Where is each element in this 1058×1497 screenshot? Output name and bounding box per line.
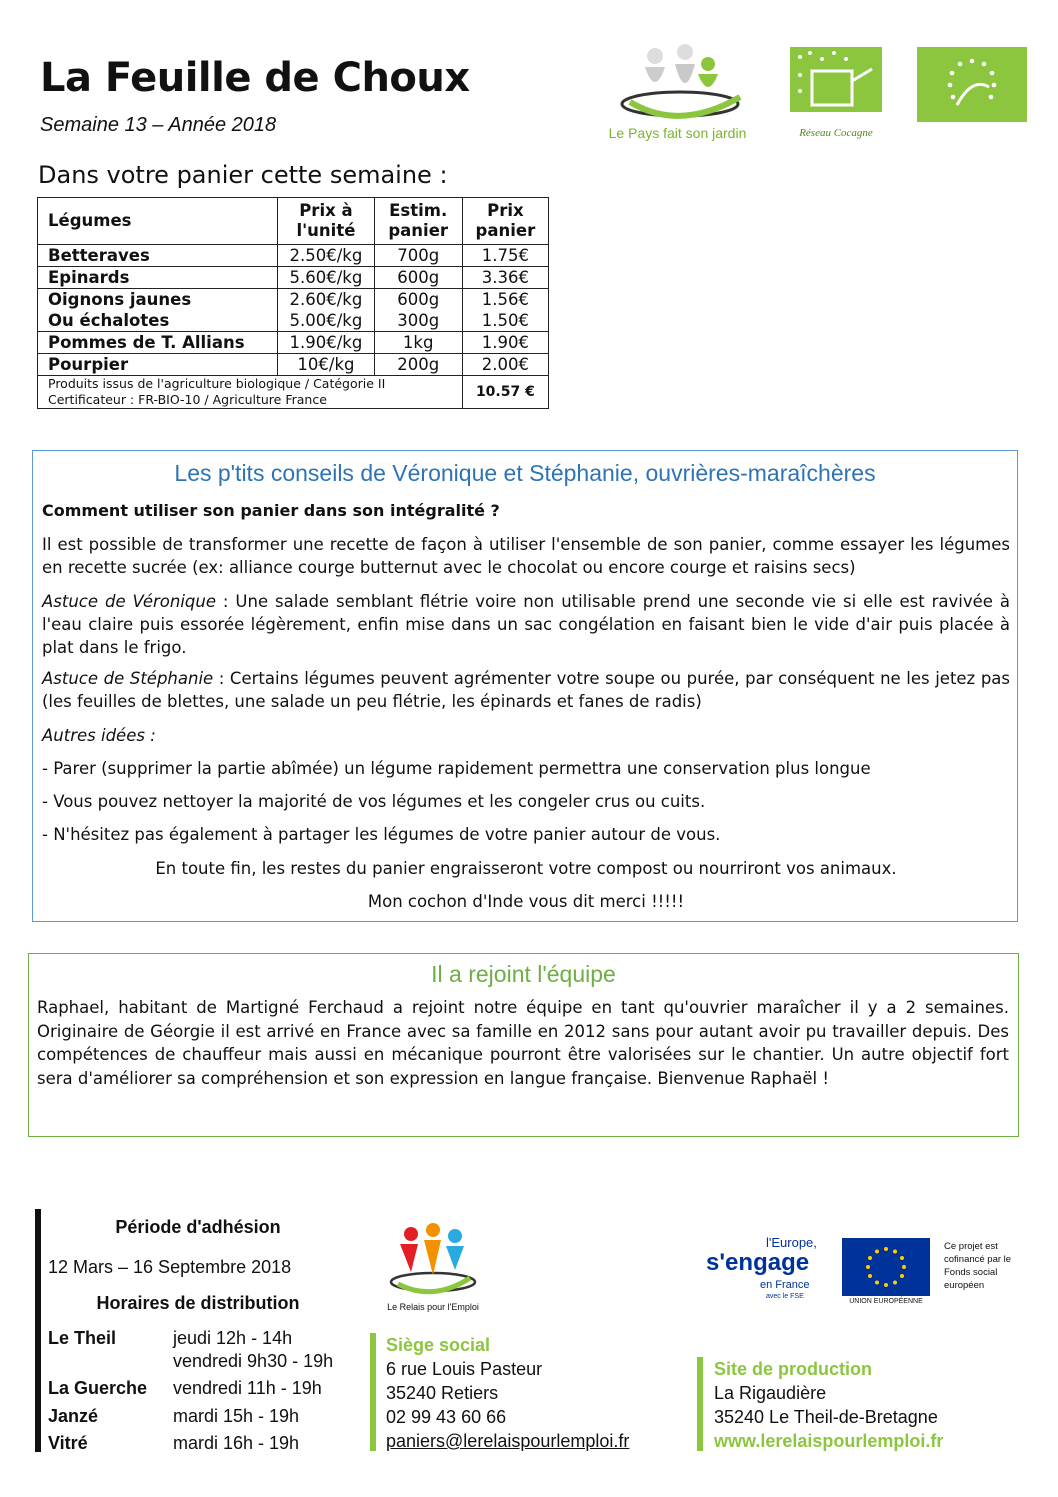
certification-line2: Certificateur : FR-BIO-10 / Agriculture France xyxy=(48,392,327,407)
equipe-box xyxy=(28,953,1019,1137)
row-price: 1.50€ xyxy=(462,310,548,332)
schedule-times: mardi 15h - 19h xyxy=(173,1406,300,1426)
col-header-unit-price xyxy=(278,198,374,245)
equipe-heading: Il a rejoint l'équipe xyxy=(431,961,616,987)
table-row xyxy=(38,354,549,376)
astuce-stephanie-label: Astuce de Stéphanie xyxy=(42,669,214,688)
adhesion-dates: 12 Mars – 16 Septembre 2018 xyxy=(48,1257,292,1277)
schedule-row xyxy=(48,1378,322,1399)
reseau-cocagne-caption: Réseau Cocagne xyxy=(799,127,873,139)
table-header-row xyxy=(38,198,549,245)
row-unit-price: 2.50€/kg xyxy=(278,245,374,267)
astuce-veronique-label: Astuce de Véronique xyxy=(42,592,216,611)
conseils-box xyxy=(32,450,1018,922)
row-price: 1.90€ xyxy=(462,332,548,354)
row-unit-price: 1.90€/kg xyxy=(278,332,374,354)
schedule-town: Vitré xyxy=(48,1433,88,1453)
schedule-town: Le Theil xyxy=(48,1328,117,1348)
col-header-unit-price-l1: Prix à xyxy=(299,201,353,220)
siege-title: Siège social xyxy=(386,1335,491,1355)
schedule-town: La Guerche xyxy=(48,1378,148,1398)
horaires-title: Horaires de distribution xyxy=(96,1293,300,1313)
idea-item: - N'hésitez pas également à partager les légumes de votre panier autour de vous. xyxy=(42,825,721,844)
closing-thanks: Mon cochon d'Inde vous dit merci !!!!! xyxy=(367,892,685,911)
production-place: La Rigaudière xyxy=(714,1383,827,1403)
astuce-stephanie-text: : Certains légumes peuvent agrémenter votre soupe ou purée, par conséquent ne les jetez pas (les feuilles de blettes, une salade un peu flétrie, les épinards et fanes de radis) xyxy=(42,669,1010,711)
reseau-cocagne-logo xyxy=(790,47,882,147)
europe-logo-l1: l'Europe, xyxy=(766,1235,817,1250)
table-row xyxy=(38,289,549,311)
production-title: Site de production xyxy=(714,1359,873,1379)
table-row xyxy=(38,267,549,289)
col-header-legumes: Légumes xyxy=(38,198,278,245)
conseils-heading: Les p'tits conseils de Véronique et Stéphanie, ouvrières-maraîchères xyxy=(174,460,876,486)
eu-flag-logo xyxy=(842,1238,930,1310)
pays-jardin-caption: Le Pays fait son jardin xyxy=(608,125,747,141)
row-unit-price: 2.60€/kg xyxy=(278,289,374,311)
certification-line1: Produits issus de l'agriculture biologique / Catégorie II xyxy=(48,376,386,391)
table-row xyxy=(38,245,549,267)
col-header-estimate xyxy=(374,198,462,245)
pays-jardin-logo xyxy=(600,42,760,147)
row-estimate: 700g xyxy=(374,245,462,267)
table-row xyxy=(38,310,549,332)
col-header-price xyxy=(462,198,548,245)
siege-block xyxy=(386,1333,629,1453)
closing-line: En toute fin, les restes du panier engraisseront votre compost ou nourriront vos animaux. xyxy=(155,859,897,878)
siege-bar xyxy=(370,1333,376,1451)
row-price: 1.56€ xyxy=(462,289,548,311)
astuce-stephanie xyxy=(42,667,1010,713)
production-bar xyxy=(697,1357,703,1451)
certification-note xyxy=(38,376,463,409)
row-estimate: 1kg xyxy=(374,332,462,354)
col-header-estimate-l2: panier xyxy=(388,221,449,240)
week-subtitle: Semaine 13 – Année 2018 xyxy=(40,114,277,136)
basket-total: 10.57 € xyxy=(462,376,548,409)
relais-emploi-logo xyxy=(378,1220,488,1320)
adhesion-title: Période d'adhésion xyxy=(115,1217,281,1237)
row-estimate: 300g xyxy=(374,310,462,332)
row-name: Oignons jaunes xyxy=(38,289,278,311)
newsletter-title: La Feuille de Choux xyxy=(40,55,470,101)
basket-heading: Dans votre panier cette semaine : xyxy=(38,161,448,189)
schedule-times: jeudi 12h - 14h xyxy=(173,1328,293,1348)
conseils-question: Comment utiliser son panier dans son intégralité ? xyxy=(42,501,500,520)
schedule-row xyxy=(48,1406,299,1427)
row-unit-price: 5.60€/kg xyxy=(278,267,374,289)
col-header-estimate-l1: Estim. xyxy=(389,201,448,220)
row-price: 2.00€ xyxy=(462,354,548,376)
astuce-veronique xyxy=(42,590,1010,659)
idea-item: - Vous pouvez nettoyer la majorité de vos légumes et les congeler crus ou cuits. xyxy=(42,792,706,811)
row-price: 3.36€ xyxy=(462,267,548,289)
conseils-intro: Il est possible de transformer une recette de façon à utiliser l'ensemble de son panier, comme essayer les légumes en recette sucrée (ex: alliance courge butternut avec le chocolat ou encore courge et raisins secs) xyxy=(42,535,1010,577)
europe-logo-l4: avec le FSE xyxy=(766,1293,804,1300)
row-estimate: 600g xyxy=(374,289,462,311)
row-name: Pourpier xyxy=(38,354,278,376)
footer-left-bar xyxy=(35,1209,41,1452)
schedule-row xyxy=(48,1433,299,1454)
siege-city: 35240 Retiers xyxy=(386,1383,499,1403)
row-name: Epinards xyxy=(38,267,278,289)
row-estimate: 600g xyxy=(374,267,462,289)
price-table xyxy=(37,197,549,409)
website-link[interactable]: www.lerelaispourlemploi.fr xyxy=(714,1431,944,1451)
schedule-row xyxy=(48,1328,292,1349)
schedule-times: vendredi 11h - 19h xyxy=(173,1378,322,1398)
europe-engage-logo xyxy=(706,1235,826,1305)
row-unit-price: 5.00€/kg xyxy=(278,310,374,332)
relais-emploi-caption: Le Relais pour l'Emploi xyxy=(387,1302,479,1312)
europe-logo-l2: s'engage xyxy=(706,1249,810,1276)
row-estimate: 200g xyxy=(374,354,462,376)
row-unit-price: 10€/kg xyxy=(278,354,374,376)
col-header-price-l2: panier xyxy=(475,221,536,240)
schedule-town: Janzé xyxy=(48,1406,99,1426)
row-name: Pommes de T. Allians xyxy=(38,332,278,354)
col-header-unit-price-l2: l'unité xyxy=(296,221,356,240)
eu-organic-logo xyxy=(917,47,1027,122)
siege-email-link[interactable]: paniers@lerelaispourlemploi.fr xyxy=(386,1431,630,1451)
siege-street: 6 rue Louis Pasteur xyxy=(386,1359,543,1379)
row-price: 1.75€ xyxy=(462,245,548,267)
europe-logo-l3: en France xyxy=(760,1279,810,1291)
schedule-times: vendredi 9h30 - 19h xyxy=(173,1351,334,1371)
idea-item: - Parer (supprimer la partie abîmée) un légume rapidement permettra une conservation plus longue xyxy=(42,759,871,778)
row-name: Betteraves xyxy=(38,245,278,267)
astuce-veronique-text: : Une salade semblant flétrie voire non utilisable prend une seconde vie si elle est ravivée à l'eau claire puis essorée légèrement, enfin mise dans un sac congélation en faisant bien le vide d'air puis placée à plat dans le frigo. xyxy=(42,592,1011,657)
production-city: 35240 Le Theil-de-Bretagne xyxy=(714,1407,938,1427)
siege-phone: 02 99 43 60 66 xyxy=(386,1407,507,1427)
eu-caption: UNION EUROPÉENNE xyxy=(849,1298,923,1305)
equipe-text: Raphael, habitant de Martigné Ferchaud a rejoint notre équipe en tant qu'ouvrier maraîcher il y a 2 semaines. Originaire de Géorgie il est arrivé en France avec sa famille en 2012 sans pour autant avoir pu travailler depuis. Des compétences de chauffeur mais aussi en mécanique pourront être valorisées sur le chantier. Un autre objectif fort sera d'améliorer sa compréhension et son expression en langue française. Bienvenue Raphaël ! xyxy=(37,998,1009,1088)
row-name: Ou échalotes xyxy=(38,310,278,332)
autres-idees-label: Autres idées : xyxy=(42,726,156,745)
col-header-price-l1: Prix xyxy=(487,201,524,220)
table-row xyxy=(38,332,549,354)
production-block xyxy=(714,1357,943,1453)
schedule-row xyxy=(48,1351,333,1372)
schedule-times: mardi 16h - 19h xyxy=(173,1433,300,1453)
fse-note: Ce projet est cofinancé par le Fonds social européen xyxy=(944,1241,1012,1291)
table-footer-row xyxy=(38,376,549,409)
